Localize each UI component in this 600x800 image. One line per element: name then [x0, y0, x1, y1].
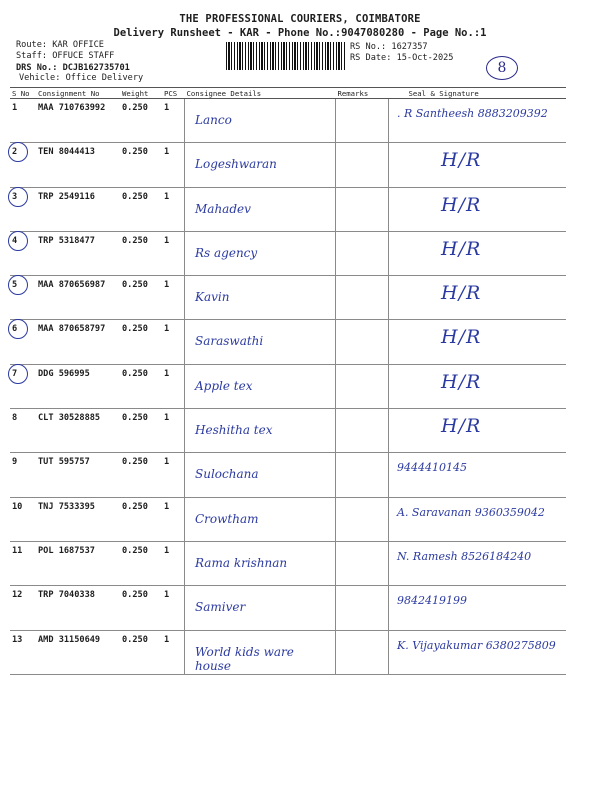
- row-signature: [389, 409, 567, 453]
- row-remarks: [336, 276, 389, 320]
- table-header-row: [10, 88, 566, 99]
- row-signature: [389, 320, 567, 364]
- table-row: [10, 364, 566, 408]
- row-consignment-no: AMD 31150649: [36, 630, 120, 674]
- row-pcs: 1: [162, 320, 185, 364]
- row-sno: 13: [10, 630, 36, 674]
- row-consignee: [185, 99, 336, 143]
- row-remarks: [336, 364, 389, 408]
- row-remarks: [336, 231, 389, 275]
- handwritten-consignee: Lanco: [195, 113, 232, 127]
- row-remarks: [336, 409, 389, 453]
- row-pcs: 1: [162, 364, 185, 408]
- handwritten-consignee: Samiver: [195, 600, 246, 615]
- row-pcs: 1: [162, 276, 185, 320]
- col-header-sno: S No: [10, 88, 36, 99]
- table-row: [10, 453, 566, 497]
- handwritten-consignee: Rs agency: [195, 245, 258, 260]
- table-row: [10, 320, 566, 364]
- row-signature: [389, 143, 567, 187]
- document-subtitle: Delivery Runsheet - KAR - Phone No.:9047080280 - Page No.:1: [113, 27, 487, 39]
- row-sno: 9: [10, 453, 36, 497]
- row-sno: 4: [10, 231, 36, 275]
- rs-number: RS No.: 1627357: [350, 42, 428, 52]
- handwritten-signature: H/R: [441, 370, 482, 393]
- row-sno: 3: [10, 187, 36, 231]
- handwritten-signature: H/R: [441, 237, 482, 260]
- handwritten-signature: 9842419199: [397, 594, 467, 608]
- handwritten-signature: N. Ramesh 8526184240: [397, 549, 532, 563]
- row-pcs: 1: [162, 630, 185, 674]
- row-consignee: [185, 541, 336, 585]
- handwritten-signature: . R Santheesh 8883209392: [397, 107, 548, 120]
- row-sno: 7: [10, 364, 36, 408]
- circle-mark: [8, 319, 28, 339]
- row-weight: 0.250: [120, 99, 162, 143]
- col-header-pcs: PCS: [162, 88, 185, 99]
- row-weight: 0.250: [120, 497, 162, 541]
- row-remarks: [336, 187, 389, 231]
- circle-mark: [8, 142, 28, 162]
- table-row: [10, 99, 566, 143]
- row-remarks: [336, 99, 389, 143]
- table-row: [10, 231, 566, 275]
- col-header-weight: Weight: [120, 88, 162, 99]
- row-weight: 0.250: [120, 231, 162, 275]
- col-header-consignment: Consignment No: [36, 88, 120, 99]
- row-consignment-no: TEN 8044413: [36, 143, 120, 187]
- handwritten-signature: H/R: [441, 282, 482, 305]
- handwritten-signature: K. Vijayakumar 6380275809: [397, 638, 556, 652]
- handwritten-signature: A. Saravanan 9360359042: [397, 505, 545, 519]
- handwritten-signature: 9444410145: [397, 461, 467, 475]
- col-header-remarks: Remarks: [336, 88, 389, 99]
- row-pcs: 1: [162, 143, 185, 187]
- handwritten-consignee: Sulochana: [195, 467, 259, 482]
- row-consignment-no: MAA 710763992: [36, 99, 120, 143]
- row-remarks: [336, 453, 389, 497]
- row-weight: 0.250: [120, 143, 162, 187]
- handwritten-consignee: Crowtham: [195, 511, 259, 526]
- row-weight: 0.250: [120, 453, 162, 497]
- circle-mark: [8, 275, 28, 295]
- row-pcs: 1: [162, 586, 185, 630]
- row-consignee: [185, 187, 336, 231]
- handwritten-consignee: Apple tex: [195, 378, 253, 393]
- handwritten-consignee: Heshitha tex: [195, 423, 273, 438]
- handwritten-consignee: Rama krishnan: [195, 555, 288, 570]
- row-consignment-no: CLT 30528885: [36, 409, 120, 453]
- table-row: [10, 276, 566, 320]
- row-consignee: [185, 453, 336, 497]
- circle-mark: [8, 231, 28, 251]
- table-row: [10, 497, 566, 541]
- row-weight: 0.250: [120, 364, 162, 408]
- col-header-signature: Seal & Signature: [389, 88, 567, 99]
- row-consignment-no: MAA 870656987: [36, 276, 120, 320]
- runsheet-table: [10, 87, 566, 675]
- row-consignment-no: POL 1687537: [36, 541, 120, 585]
- row-consignee: [185, 320, 336, 364]
- row-signature: [389, 231, 567, 275]
- table-row: [10, 409, 566, 453]
- row-sno: 11: [10, 541, 36, 585]
- barcode: [226, 42, 346, 70]
- handwritten-consignee: Logeshwaran: [195, 157, 277, 172]
- row-sno: 6: [10, 320, 36, 364]
- row-weight: 0.250: [120, 630, 162, 674]
- col-header-consignee: Consignee Details: [185, 88, 336, 99]
- row-pcs: 1: [162, 497, 185, 541]
- row-sno: 10: [10, 497, 36, 541]
- row-pcs: 1: [162, 541, 185, 585]
- handwritten-signature: H/R: [441, 326, 482, 349]
- row-consignment-no: TUT 595757: [36, 453, 120, 497]
- row-remarks: [336, 320, 389, 364]
- row-consignment-no: TRP 5318477: [36, 231, 120, 275]
- row-signature: [389, 497, 567, 541]
- table-row: [10, 143, 566, 187]
- row-consignee: [185, 497, 336, 541]
- table-row: [10, 630, 566, 674]
- row-signature: [389, 99, 567, 143]
- row-consignee: [185, 364, 336, 408]
- table-row: [10, 187, 566, 231]
- table-row: [10, 586, 566, 630]
- vehicle-label: Vehicle: Office Delivery: [19, 73, 144, 83]
- row-remarks: [336, 143, 389, 187]
- row-signature: [389, 364, 567, 408]
- handwritten-signature: H/R: [441, 415, 482, 438]
- row-signature: [389, 541, 567, 585]
- row-pcs: 1: [162, 231, 185, 275]
- row-sno: 8: [10, 409, 36, 453]
- row-consignment-no: TRP 7040338: [36, 586, 120, 630]
- row-sno: 1: [10, 99, 36, 143]
- row-consignment-no: TRP 2549116: [36, 187, 120, 231]
- row-remarks: [336, 497, 389, 541]
- row-consignee: [185, 143, 336, 187]
- row-weight: 0.250: [120, 320, 162, 364]
- handwritten-consignee: World kids ware house: [195, 644, 294, 673]
- staff-label: Staff: OFFUCE STAFF: [16, 51, 115, 61]
- row-signature: [389, 453, 567, 497]
- circle-mark: [8, 187, 28, 207]
- row-remarks: [336, 586, 389, 630]
- handwritten-consignee: Mahadev: [195, 201, 251, 216]
- circle-mark: [8, 364, 28, 384]
- row-sno: 2: [10, 143, 36, 187]
- table-row: [10, 541, 566, 585]
- row-consignment-no: MAA 870658797: [36, 320, 120, 364]
- row-pcs: 1: [162, 99, 185, 143]
- row-pcs: 1: [162, 187, 185, 231]
- row-weight: 0.250: [120, 276, 162, 320]
- row-pcs: 1: [162, 409, 185, 453]
- row-consignment-no: TNJ 7533395: [36, 497, 120, 541]
- row-weight: 0.250: [120, 541, 162, 585]
- row-consignment-no: DDG 596995: [36, 364, 120, 408]
- row-consignee: [185, 586, 336, 630]
- handwritten-signature: H/R: [441, 149, 482, 172]
- row-weight: 0.250: [120, 187, 162, 231]
- row-consignee: [185, 276, 336, 320]
- row-weight: 0.250: [120, 409, 162, 453]
- row-sno: 5: [10, 276, 36, 320]
- handwritten-consignee: Kavin: [195, 290, 230, 305]
- document-title: THE PROFESSIONAL COURIERS, COIMBATORE: [179, 13, 421, 25]
- row-signature: [389, 630, 567, 674]
- row-consignee: [185, 231, 336, 275]
- row-sno: 12: [10, 586, 36, 630]
- rs-date: RS Date: 15-Oct-2025: [350, 53, 454, 63]
- route-label: Route: KAR OFFICE: [16, 40, 104, 50]
- row-consignee: [185, 409, 336, 453]
- row-weight: 0.250: [120, 586, 162, 630]
- row-signature: [389, 586, 567, 630]
- row-consignee: [185, 630, 336, 674]
- row-signature: [389, 187, 567, 231]
- row-signature: [389, 276, 567, 320]
- row-remarks: [336, 541, 389, 585]
- row-pcs: 1: [162, 453, 185, 497]
- row-remarks: [336, 630, 389, 674]
- circled-page-mark: 8: [486, 56, 518, 80]
- handwritten-consignee: Saraswathi: [195, 334, 264, 349]
- handwritten-signature: H/R: [441, 193, 482, 216]
- drs-number: DRS No.: DCJB162735701: [16, 63, 130, 73]
